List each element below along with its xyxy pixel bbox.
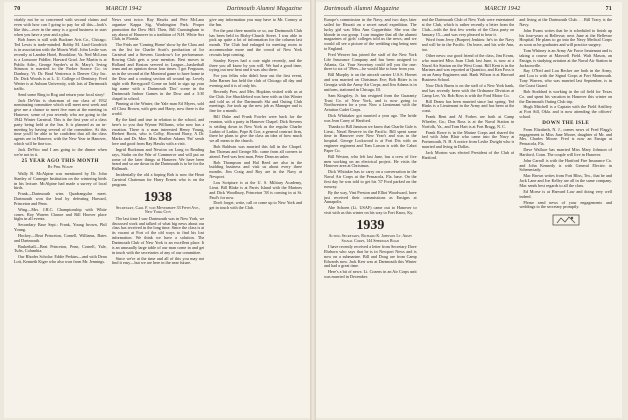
paragraph: The Frids are 'Coming Home' show by the Class and on the list for Charlie Scott's production of Ice Carnival and a Stevens Goodrow's Ice performance. Rowing Club gets a year mention. Best moves in Holland and Boston serveed in League—basketball team and an opinion down four times. I got Ferguson, an in the second at the Montreal game to have home in the Dow and a rooting section all wound up. Lovely night with Berrygood! Come on hold to sign up your big name with a Dartmouth 'Doc' scene in the Dartmouth Indoor Games in the Dow and a 3:30 chapel to school. [111, 42, 205, 101]
paragraph: By the kind and true in relation to the school, and here's to you that Wynne Williams, who now has a vacation. There is a man interested Henry Young, Herbert Boots, who is Colby, Howard Barry, A Dr. Marks and Dr. Moe. Miss Heather Adams 'Pat' sends love and good from Ray Hawks with a visit. [111, 116, 205, 147]
left-column-1 [14, 18, 107, 418]
section-heading: DOWN THE ISLE [542, 120, 590, 126]
paragraph: give any information you may have to Mr. Conroy at the Inn. [209, 18, 303, 27]
paragraph: Bob Thompson and Hal Reed are also in the building business and visit us about every three months. Jim Craig and Roy are in the Navy at Newport. [209, 159, 303, 180]
paragraph: Jack DeVito and I am going to the dinner when we're not in it. [14, 146, 107, 157]
paragraph: Europe's commission in the Navy, and two days later sailed for Hawaii on a secret naval expedition. The lucky girl was Miss Ann Copperthite. She was the blonde in our group. I can imagine that all the alumni magazines of girls' colleges told us the news, and we would all see a picture of the wedding ring being sent to England. [324, 18, 417, 52]
paragraph: Bob Jones is still with Buckner Arts Co., Chicago. Ted Lewis is trade-minded. Bobby M. Lind-Goodrich is in association with the Morris Wolf. John Leslie was recently at Lambie Hotel, Brookline, Va. Ned McLean is a Lomoore Fiddler, Harvard Grad. Joe Martin is at Public Adtv., George Snyder's at St. Mary's. Irving Stimson is married to the Parker Source Co. in Danbury, Vt. Dr. Brad Ventresca is Denver City Inc. Dr. Dick Woods is at L. U. College of Dentistry. Fred Wetter is at Auburn University, with lots of Dartmouth traffic. [14, 37, 107, 91]
paragraph: Wally B. McAlpine was mentioned by Dr. John Stanley of Carnegie Institution on the wintering birds in his lecture. McAlpine had made a survey of local birds. [14, 170, 107, 191]
paragraph: For the past three months or so, our Dartmouth Club has been held in Bixby-Church Street. I was able to pick up quite a lot of information for the column last month. The Club had enlarged its meeting room to accommodate more and the crowd of New York recruits kept coming. [209, 27, 303, 57]
paragraph: Abe Schoen (Lt. USAF) came out to Hanover to visit with us this winter on his way to Fort Knox, Ky. [324, 205, 417, 216]
paragraph: Ed Morse is at Harvard Law and doing very well indeed. [519, 188, 613, 199]
paragraph: Frank Rowe is in the Marine Corps and shared the bed with John Blair who came into the Navy at Portsmouth, N. H. A notice from Leslie Dwight who is married and living in Dallas. [421, 129, 515, 150]
class-year-heading: 1939 [356, 217, 385, 233]
paragraph: Bob Baldwin was married this fall in the Chapel. Jim Thomas and George Mc. came from all corners to attend. Fred was best man, Peter Dean an usher. [209, 144, 303, 159]
paragraph: Frank—Dartmouth wins Quadrangular meet. Dartmouth won the lead by defeating Harvard, Princeton and Penn. [14, 191, 107, 206]
paragraph: Bill Deans has been married since last spring. Ted Hinks is a Lieutenant in the Army and has been at the coast. [421, 98, 515, 114]
paragraph: Lou Scripture is at the U. S. Military Academy, Lieut. Bill Blake is at Parris Island with the Marines and Dick Woodbury, Princeton '38 is coming in at St. Paul's for now. [209, 180, 303, 200]
paragraph: Secondary Base Sept.: Frank, Young brown, Phil Young. [14, 222, 107, 233]
paragraph: Hugh Mitchell is a Captain with the Field Artillery at Fort Sill, Okla. and is now attending the officers' school. [519, 104, 613, 120]
class-year-heading: 1938 [144, 189, 172, 205]
paragraph: Send some Ring to Rog and return your local stroy! [18, 91, 105, 97]
paragraph: Dave Wallace has married Miss Mary Johnson of Hartford, Conn. The couple will live in Hanover. [519, 147, 613, 157]
paragraph: Fred Weaver has joined the staff of the New York Life Insurance Company and has been assigned to Atlanta, Ga. Your Secretary could tell you the one: three to six of '39ers—he would like to hear from you. [324, 51, 417, 72]
paragraph: Incidentally the old a hoping Bob is now the Heart Carnival Chairman for Harry Ernest who is on the program. [111, 172, 205, 187]
right-magazine-title: Dartmouth Alumni Magazine [324, 6, 400, 12]
class-secretary-line: Secretary, Carl F. von Meyerhoff 33 Fifth Ave., New York City [115, 204, 201, 215]
paragraph: Jack Morton was elected President of the Club of Hartford. [421, 149, 515, 160]
right-column-2 [422, 18, 515, 418]
paragraph: Bill Weston, who left last June, has a crew of five men working on an electrical project. He visits the Hanover area at Christmas. [324, 153, 417, 169]
section-heading: 25 YEAR AGO THIS MONTH [21, 158, 100, 164]
paragraph: Our Rhodes Scholar: Eddie Perkins—and with Dean Lott, Kenneth Kiger who also won from Mr. Jennings. [14, 254, 107, 265]
right-running-title: MARCH 1942 [484, 6, 521, 12]
right-column-3 [519, 18, 612, 418]
paragraph: and living at the Dartmouth Club. . . Bill Tracy is the Navy. [519, 18, 613, 27]
paragraph: Mac Brown writes from Fort Bliss, Tex., that he and Jack Lane and Joe Kelley are all in the same company. Mac sends best regards to all the class. [519, 173, 613, 188]
left-page [4, 2, 310, 418]
paragraph: Ingrid Buckman and Newton on Long in Reading says, Stalin on the War of Commerce and will put on some of the later things at Hanover. We have been heard and so are down in the Dartmouth is to be for the Hallmark. [111, 146, 205, 172]
paragraph: John Carroll is with the Hartford Fire Insurance Co. and John Kennedy is with General Electric in Schenectady. [519, 157, 613, 173]
paragraph: The last time I saw Dartmouth was in New York, we discussed work and talked of what big news about our class has received in the long time. Since the class is at its vacant at Fort of the old ways to find his lost information. We think we have a solution. The Dartmouth Club of New York is an excellent place. It is an unusually large table of our man come in and get in touch with the secretaries of any of our committee. [111, 215, 205, 255]
left-columns [14, 18, 302, 418]
paragraph: Now Dick Burns is on the staff of a New York bank, and has recently been with the Ordnance Division at Camp Lee, Va. Bob Ross is with the Ford Motor Co. [421, 82, 515, 98]
right-column-1 [324, 18, 417, 418]
paragraph: Recently Pres. and Mrs. Hopkins visited with us at the Club. Joe Shackleford was here with us this Winter and told us of the Dartmouth Ski and Outing Club meetings. Joe took up the new job as Manager and is fine for a month. [209, 88, 303, 114]
class-secretary-line: Acting Secretary, Richard K. Johnson Lt. Army Signal Corps, 144 Sheridan Road [328, 232, 413, 243]
left-column-2 [112, 18, 205, 418]
paragraph: Hockey—Beat Princeton, Cornell, Williams, Bates and Dartmouth. [14, 232, 107, 243]
right-page-number: 71 [605, 6, 612, 12]
paragraph: Wing—Mrs. J.H.C. Championship with White cones. Roy Warren Chance and Bill Hoover place highs in all events. [14, 206, 107, 222]
paragraph: Frank Bent and Al Forbes are both at Camp Wheeler, Ga.; Don Ross is at the Naval Station in Norfolk, Va., and Tom Hart is at Fort Bragg, N. C. [421, 114, 515, 129]
end-ornament-icon [551, 214, 581, 226]
paragraph: I have recently received a letter from Secretary Dave Ehrhorn who says that he is in Newport News and is now on a submarine. Bill and Doug are from Camp Edwards now. Jack Kerr was at Dartmouth this Winter and had a great time. [324, 244, 417, 269]
left-page-number: 70 [14, 6, 21, 12]
paragraph: Since we're at the time and all of this you may not find it easy—but we are here in the near future. [111, 255, 205, 266]
right-running-head [324, 6, 612, 16]
paragraph: Basketball—Beat Princeton, Penn, Cornell, Yale, Tufts, Columbia. [14, 243, 107, 254]
paragraph: Sam Kingsley, Jr. has resigned from the Guaranty Trust Co. of New York, and is now going to Northwestern for a year. Now a Lieutenant with the Aviation Cadet Corps. [324, 92, 417, 113]
paragraph: Other news: our good friend of the class, Jim Evans, who married Miss Joan Clark last June, is now at a Naval Air Station on the West Coast. Bill Kent is in the Marines and was reported at Quantico, and Ken Foss is on an Army Engineers unit. Hank Wilson is at Harvard Business School. [421, 52, 515, 83]
right-columns [324, 18, 612, 418]
paragraph: From Elizabeth, N. J., comes news of Fred Flagg's engagement to Miss Jane Moore, daughter of Mr. and Mrs. Charles Moore. Fred is now an Ensign at Pensacola, Fla. [519, 126, 613, 147]
paragraph: Tom Whitney is an Army Air Force lieutenant and is taking a course at Maxwell Field. Walt Mason, an Ensign, is studying aviation at the Naval Air Station in Jacksonville. [519, 48, 613, 68]
paragraph: News sent twice. Ray Hawks and Pete McLane organize Kappa Sig, Washington Park. Proper promotion the Dow Hill. Then, Bill Cunningham to say about of Hanover in a tradition of N.H. White Sox Club, in Florida. [111, 18, 205, 42]
paragraph: and the Dartmouth Club of New York were entertained at the Club, which is rather recently a letter from the Club—with the first few weeks of the Class party on January 15—and was very pleased to hear it. [421, 18, 515, 37]
paragraph: By the way, Vint Preston and Elliot Woodward, have just received their commissions as Ensigns at Annapolis. [324, 189, 417, 205]
paragraph: vitably not be so concerned with second claims and even with how can I going to pay for all this—look's like this—over in the army is a good business to start when you have a year and a plan. [14, 18, 107, 37]
paragraph: Please send news of your engagements and weddings to the secretary promptly. [519, 199, 613, 210]
paragraph: Jack DeVito is chairman of our class of 1932 nominating committee which will meet next week and give me a chance to meet five men at the meeting in Hanover, some of you recently who are going to the 1942 Winter Carnival. This is the first year of a class party being held at the Inn. It is planned as an in-meeting by having several of the committee. At this time you'll be able to be confident that all the class agents are in Hanover, with the New Year in Hanover, which will be fine too. [14, 97, 107, 147]
paragraph: Bill Duke and Frank Fowler were back for the reunion, with a party in Hanover Chapel. Dick Stevens is settling down in New York as the regular Charlie Larkin of Larkin, Pope & Coe, a general contract firm, there he plans to give the class an idea of how much we all mean to the church. [209, 114, 303, 144]
left-running-title: MARCH 1942 [105, 6, 142, 12]
left-magazine-title: Dartmouth Alumni Magazine [226, 6, 302, 12]
paragraph: Word from Jerry (Burpee) Jenkins: he's in the Navy and will be in the Pacific. On leave, and his wife Ann, too. [421, 37, 515, 53]
paragraph: Pinning at the Winter, the Yale man Ed Myers, sold all Class Brown, with gets and Harry, now there is the world. [111, 101, 205, 117]
paragraph: Dick Whittaker got married a year ago. The bride was Jean Carey of Hartford. [324, 113, 417, 123]
paragraph: Bill Murphy is on the aircraft carrier U.S.S. Hornet and was married on Christmas Eve; Bob Ritter is in Georgia with the Army Air Corps; and Jim Adams is in uniform, stationed in Chicago, Ill. [324, 72, 417, 92]
paragraph: Stanley Keyes had a cute night recently, and the three you all know by you will. We had a good time, trying out new heat and it was also there. [209, 57, 303, 73]
paragraph: Bob Stoddard is working in the oil field for Texas Co. and spent his vacation in Hanover this winter on the Dartmouth Outing Club trip. [519, 88, 613, 104]
paragraph: Here's a bit of news: Lt. Cozens in an Air Corps unit was married in December. [324, 269, 417, 280]
paragraph: Ray O'Neil and Lou Becker are both in the Army, and Lou is with the Signal Corps at Fort Monmouth. Tony Warren, who was married last September, is in the Coast Guard. [519, 68, 613, 88]
paragraph: Don't forget, write, call or come up to New York and get in touch with the Club. [209, 200, 303, 211]
paragraph: For you fellas who didn't hear out the first event, John Barnes has held the club of Chicago all day and evening and it is of only his. [209, 73, 303, 88]
section-byline: By Phil Wolfe [47, 164, 73, 170]
right-page [316, 2, 622, 418]
left-running-head [14, 6, 302, 16]
paragraph: Dick Whitaker has to carry on a conversation in the Naval Air Corps at the Pensacola, Fla. base. On the first day he was told to get his '37 Ford parked on the runway. [324, 169, 417, 189]
paragraph: John Evans writes that he is scheduled to finish up his four-years at Bellevue, next June at the Bellevue Hospital. He plans to go into the Navy Medical Corps as soon as he graduates and will practice surgery. [519, 27, 613, 48]
left-column-3 [209, 18, 302, 418]
paragraph: Thanks to Bill Jamison we know that Charlie Gale is Lieut., Naval Reserve in the Pacific. Bill spent some time in Hanover over New Year's and was in the hospital. George Lockwood is at Fort Dix with an engineer regiment and Tom Larson is with the Cabot Paper Co. [324, 123, 417, 153]
